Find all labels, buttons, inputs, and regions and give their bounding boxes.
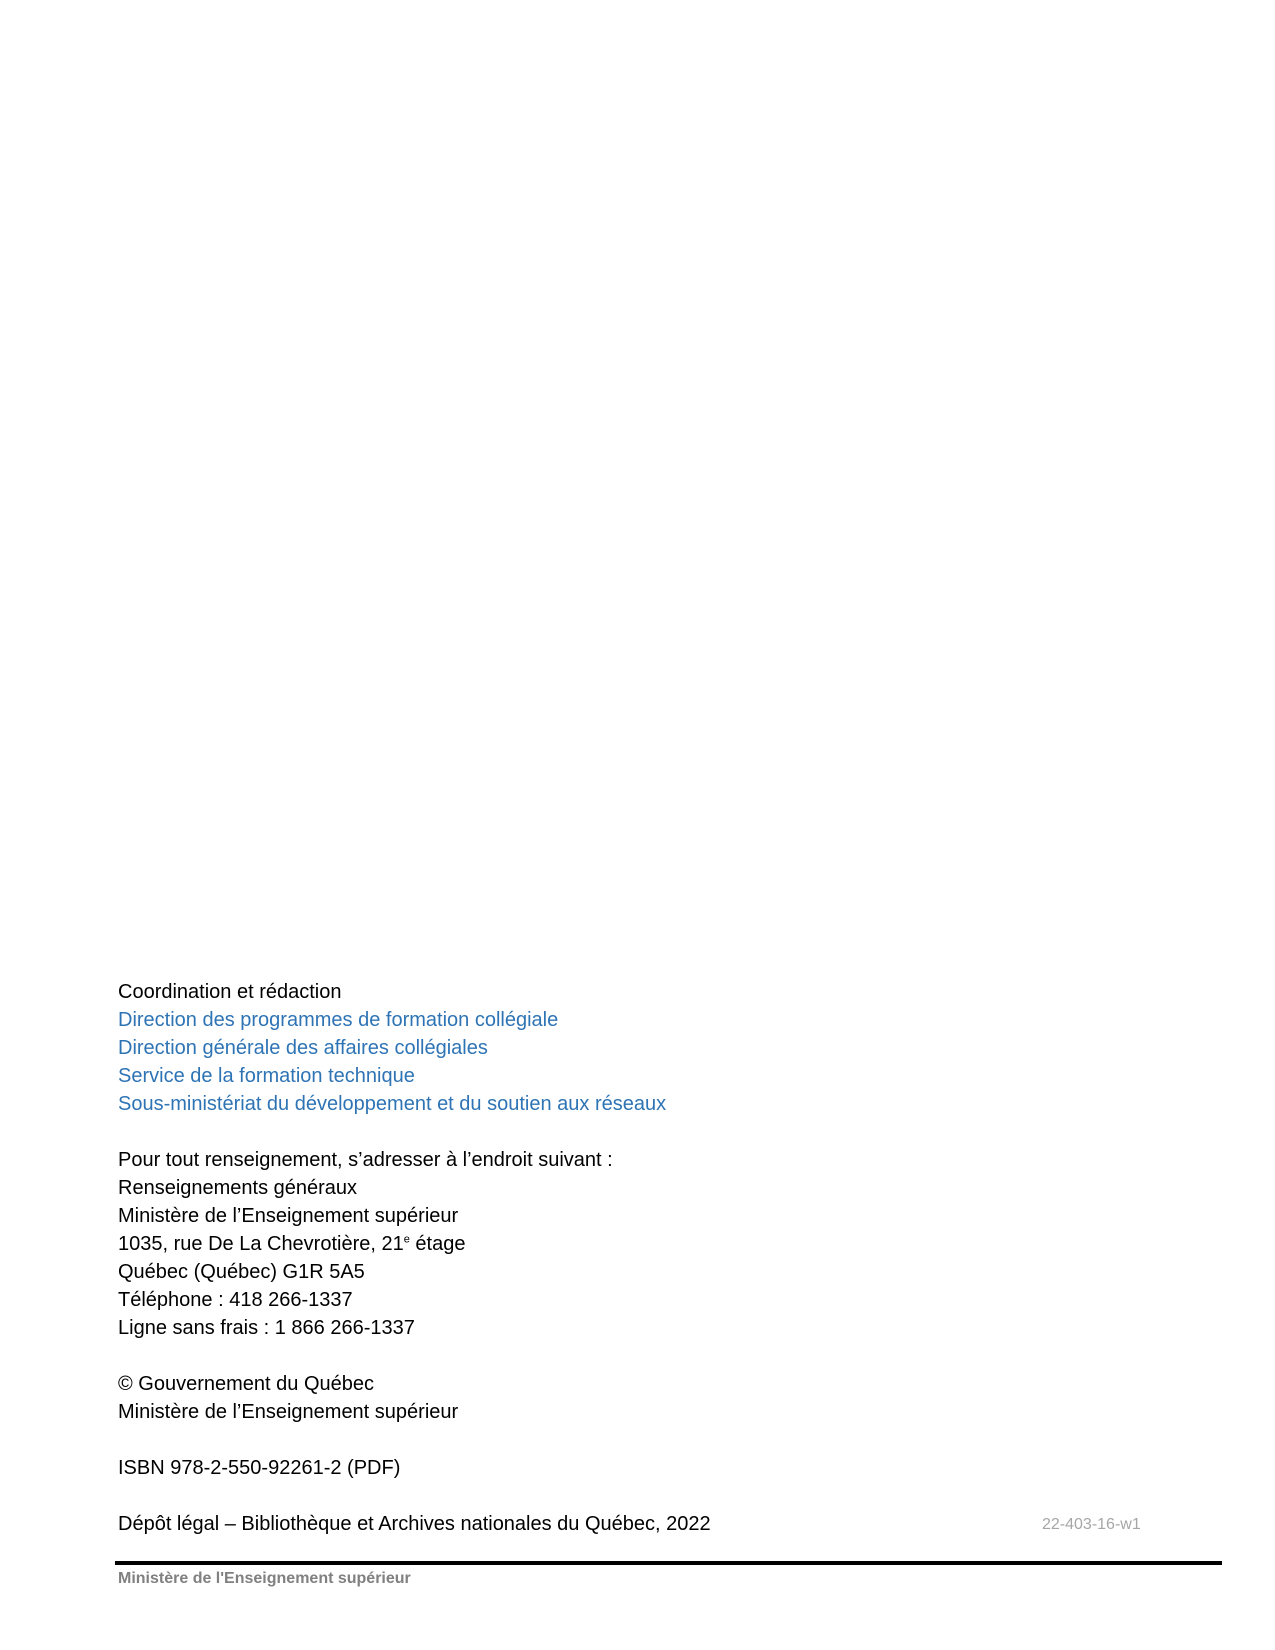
isbn-text: ISBN 978-2-550-92261-2 (PDF) — [118, 1457, 401, 1479]
legal-deposit-section — [118, 1510, 711, 1538]
address-street: 1035, rue De La Chevrotière, 21 — [118, 1233, 404, 1255]
copyright-owner: © Gouvernement du Québec — [118, 1373, 374, 1395]
coordination-section — [118, 978, 666, 1118]
copyright-ministry: Ministère de l’Enseignement supérieur — [118, 1401, 459, 1423]
coordination-unit: Direction générale des affaires collégiales — [118, 1037, 488, 1059]
coordination-unit: Service de la formation technique — [118, 1065, 415, 1087]
address-floor: étage — [409, 1233, 466, 1255]
contact-phone: Téléphone : 418 266-1337 — [118, 1289, 353, 1311]
coordination-unit: Direction des programmes de formation collégiale — [118, 1009, 559, 1031]
legal-deposit-text: Dépôt légal – Bibliothèque et Archives nationales du Québec, 2022 — [118, 1513, 711, 1535]
isbn-section — [118, 1454, 400, 1482]
contact-address — [118, 1230, 613, 1258]
footer-ministry-name: Ministère de l'Enseignement supérieur — [118, 1570, 411, 1587]
coordination-heading: Coordination et rédaction — [118, 981, 342, 1003]
contact-intro: Pour tout renseignement, s’adresser à l’endroit suivant : — [118, 1149, 613, 1171]
footer-divider — [115, 1561, 1222, 1565]
copyright-section — [118, 1370, 458, 1426]
contact-ministry: Ministère de l’Enseignement supérieur — [118, 1205, 459, 1227]
document-code: 22-403-16-w1 — [1042, 1516, 1141, 1533]
address-floor-superscript: e — [403, 1233, 410, 1246]
contact-service: Renseignements généraux — [118, 1177, 358, 1199]
coordination-unit: Sous-ministériat du développement et du soutien aux réseaux — [118, 1093, 667, 1115]
contact-section — [118, 1146, 613, 1342]
contact-toll-free: Ligne sans frais : 1 866 266-1337 — [118, 1317, 415, 1339]
contact-city: Québec (Québec) G1R 5A5 — [118, 1261, 365, 1283]
